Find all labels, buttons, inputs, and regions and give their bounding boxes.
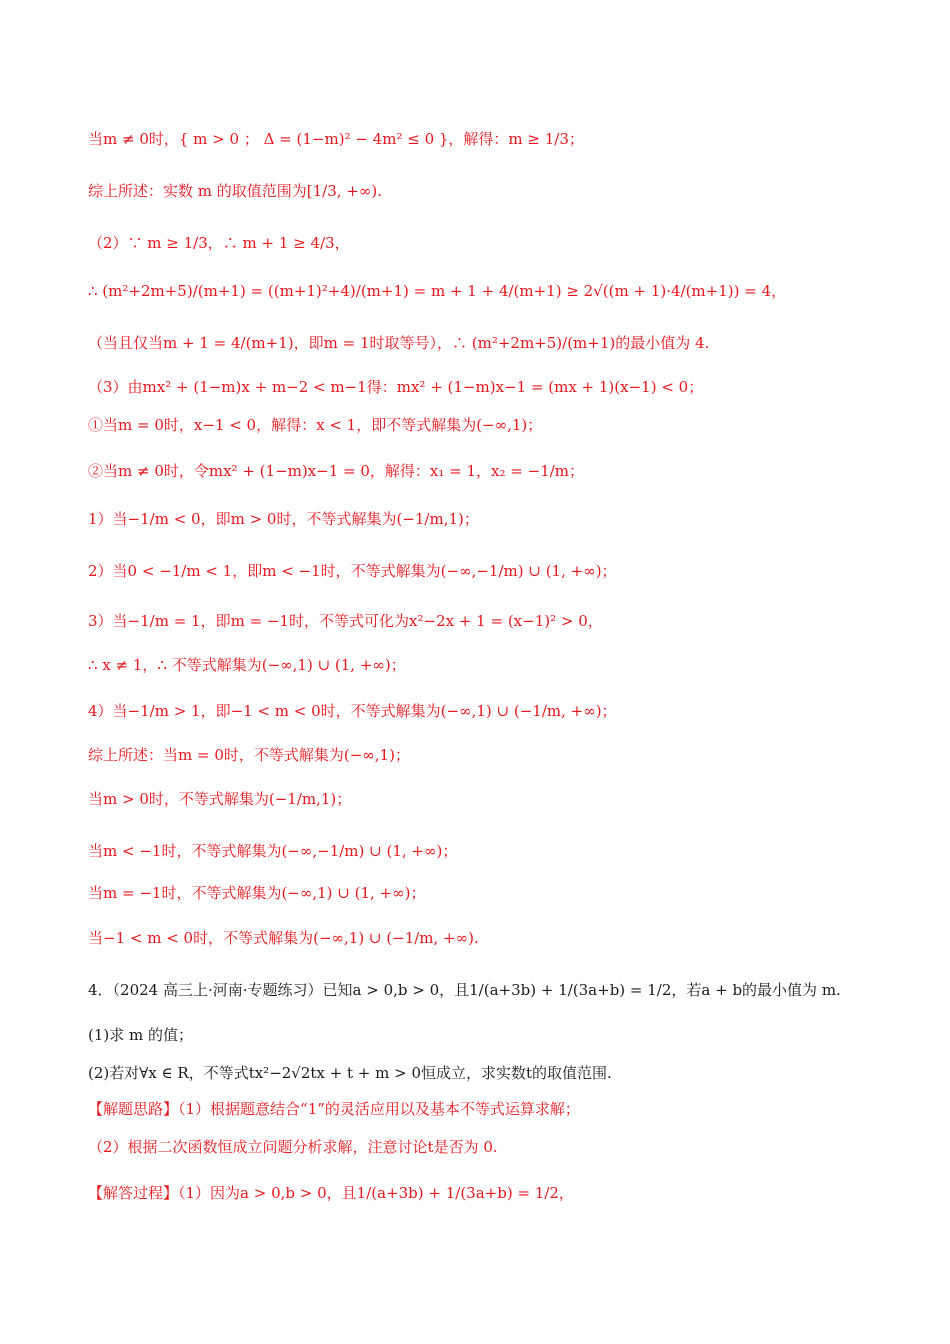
line-16: 当m < −1时，不等式解集为(−∞,−1/m) ∪ (1, +∞)； bbox=[88, 842, 458, 860]
line-2: 综上所述：实数 m 的取值范围为[1/3, +∞). bbox=[88, 182, 382, 200]
line-11: 3）当−1/m = 1，即m = −1时，不等式可化为x²−2x + 1 = (x−1)² > 0， bbox=[88, 612, 603, 630]
line-1: 当m ≠ 0时，{ m > 0 ； Δ = (1−m)² − 4m² ≤ 0 }，解得：m ≥ 1/3； bbox=[88, 130, 584, 148]
line-13: 4）当−1/m > 1，即−1 < m < 0时，不等式解集为(−∞,1) ∪ (−1/m, +∞)； bbox=[88, 702, 617, 720]
problem-4-statement: 4．（2024 高三上·河南·专题练习）已知a > 0,b > 0，且1/(a+3b) + 1/(3a+b) = 1/2，若a + b的最小值为 m. bbox=[88, 981, 841, 999]
line-4: ∴ (m²+2m+5)/(m+1) = ((m+1)²+4)/(m+1) = m + 1 + 4/(m+1) ≥ 2√((m + 1)·4/(m+1)) = 4， bbox=[88, 282, 787, 300]
line-8: ②当m ≠ 0时，令mx² + (1−m)x−1 = 0，解得：x₁ = 1，x₂ = −1/m； bbox=[88, 462, 585, 480]
line-9: 1）当−1/m < 0，即m > 0时，不等式解集为(−1/m,1)； bbox=[88, 510, 479, 528]
solution-idea-1: 【解题思路】（1）根据题意结合“1”的灵活应用以及基本不等式运算求解； bbox=[88, 1100, 580, 1118]
problem-4-part-2: (2)若对∀x ∈ R，不等式tx²−2√2tx + t + m > 0恒成立，求实数t的取值范围. bbox=[88, 1064, 612, 1082]
line-6: （3）由mx² + (1−m)x + m−2 < m−1得：mx² + (1−m)x−1 = (mx + 1)(x−1) < 0； bbox=[88, 378, 704, 396]
line-12: ∴ x ≠ 1，∴ 不等式解集为(−∞,1) ∪ (1, +∞)； bbox=[88, 656, 406, 674]
solution-idea-2: （2）根据二次函数恒成立问题分析求解，注意讨论t是否为 0. bbox=[88, 1138, 498, 1156]
problem-4-part-1: (1)求 m 的值； bbox=[88, 1026, 194, 1044]
line-7: ①当m = 0时，x−1 < 0，解得：x < 1，即不等式解集为(−∞,1)； bbox=[88, 416, 543, 434]
line-15: 当m > 0时，不等式解集为(−1/m,1)； bbox=[88, 790, 352, 808]
line-18: 当−1 < m < 0时，不等式解集为(−∞,1) ∪ (−1/m, +∞). bbox=[88, 929, 479, 947]
solution-process: 【解答过程】（1）因为a > 0,b > 0，且1/(a+3b) + 1/(3a+b) = 1/2， bbox=[88, 1184, 574, 1202]
line-10: 2）当0 < −1/m < 1，即m < −1时，不等式解集为(−∞,−1/m) ∪ (1, +∞)； bbox=[88, 562, 617, 580]
line-3: （2）∵ m ≥ 1/3，∴ m + 1 ≥ 4/3， bbox=[88, 234, 350, 252]
line-17: 当m = −1时，不等式解集为(−∞,1) ∪ (1, +∞)； bbox=[88, 884, 426, 902]
line-5: （当且仅当m + 1 = 4/(m+1)，即m = 1时取等号），∴ (m²+2m+5)/(m+1)的最小值为 4. bbox=[88, 334, 710, 352]
line-14: 综上所述：当m = 0时，不等式解集为(−∞,1)； bbox=[88, 746, 410, 764]
